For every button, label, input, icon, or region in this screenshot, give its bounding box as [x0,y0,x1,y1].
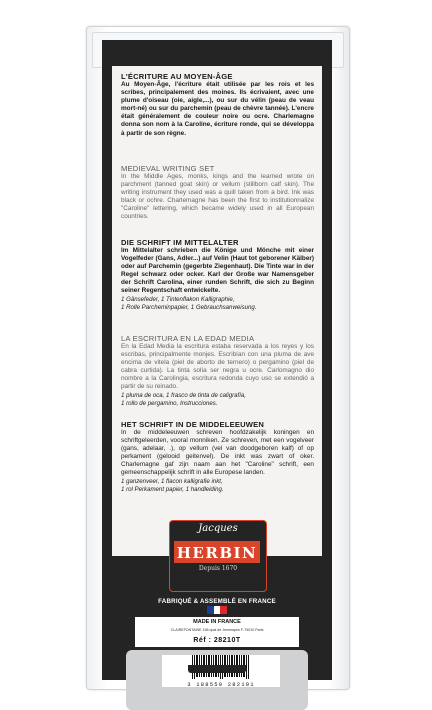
contents-line: 1 rol Perkament papier, 1 handleiding. [121,485,224,493]
barcode-number: 3 188550 282101 [187,681,255,688]
section-dutch [121,420,314,494]
flag-stripe-blue [207,606,214,614]
section-spanish [121,334,314,408]
section-german [121,238,314,312]
french-flag-icon [207,606,227,614]
made-in-text: MADE IN FRANCE [193,619,241,625]
section-title: MEDIEVAL WRITING SET [121,164,215,173]
section-body: En la Edad Media la escritura estaba reservada a los reyes y los escribas, principalmente monjes. Escribían con una pluma de ave encima de vitela (piel de aborto de ternero) o pergamino (piel de cabra curtida). La tinta solía ser negra u ocre. Carlomagno dio nombre a la Carolingia, escritura redonda cuyo uso se extendió a partir de su reinado. [121,343,314,391]
section-english [121,164,314,222]
contents-line: 1 rollo de pergamino, Instrucciones. [121,399,218,407]
section-title: DIE SCHRIFT IM MITTELALTER [121,238,239,247]
flag-stripe-white [214,606,221,614]
logo-brand-name: HERBIN [176,544,258,562]
contents-line: 1 Rolle Parcheminpapier, 1 Gebrauchsanweisung. [121,303,257,311]
box-bottom-tab [188,665,246,673]
flag-stripe-red [220,606,227,614]
manufacturer-address: CLAIREFONTAINE 198 quai de Jemmapes F-75010 Paris [170,628,264,632]
section-title: L'ÉCRITURE AU MOYEN-ÂGE [121,72,233,81]
reference-number: Réf : 28210T [193,637,241,644]
logo-signature: Jacques [198,523,238,534]
section-title: HET SCHRIFT IN DE MIDDELEEUWEN [121,420,265,429]
section-body: In the Middle Ages, monks, kings and the learned wrote on parchment (tanned goat skin) or vellum (stillborn calf skin). The writing instrument they used was a quill taken from a bird. Ink was black or ochre. Charlemagne has been the first to institutionnalize "Caroline" lettering, which became widely used in all European countries. [121,173,314,221]
herbin-logo [169,520,267,592]
contents-line: 1 pluma de oca, 1 frasco de tinta de caligrafía, [121,391,246,399]
contents-line: 1 Gänsefeder, 1 Tintenflakon Kalligraphie, [121,295,235,303]
section-body: Im Mittelalter schrieben die Könige und Mönche mit einer Vogelfeder (Gans, Adler...) auf Velin (Haut tot geborener Kälber) oder auf Parchemin (gegerbte Ziegenhaut). Die Tinte war in der Regel schwarz oder ocker. Karl der Große war Namensgeber der Schrift Carolina, einer runden Schrift, die sich zu Beginn seiner Regentschaft entwickelte. [121,247,314,295]
info-panel [112,66,322,556]
section-body: Au Moyen-Âge, l'écriture était utilisée par les rois et les scribes, principalement des moines. Ils écrivaient, avec une plume d'oiseau (oie, aigle,...), ou sur du vélin (peau de veau mort-né) ou sur du parchemin (peau de chèvre tannée). L'encre était généralement de couleur noire ou ocre. Charlemagne donna son nom à la Caroline, écriture ronde, qui se développa à partir de son règne. [121,81,314,137]
contents-line: 1 ganzenveer, 1 flacon kalligrafie inkt, [121,477,223,485]
product-label [135,617,299,647]
logo-band [174,541,260,563]
logo-subtitle: Depuis 1670 [198,565,238,572]
section-body: In de middeleeuwen schreven hoofdzakelijk koningen en schriftgeleerden, vooral monniken. Ze schreven, met een vogelveer (gans, adelaar, .), op vellum (vel van doodgeboren kalf) of op perkament (gelooid geitenvel). De inkt was zwart of oker. Charlemagne gaf zijn naam aan het "Caroline" schrift, een gemeenschappelijk schrift in alle Europese landen. [121,429,314,477]
fabrication-text: FABRIQUÉ & ASSEMBLÉ EN FRANCE [158,598,276,605]
section-title: LA ESCRITURA EN LA EDAD MEDIA [121,334,255,343]
section-french [121,72,314,138]
